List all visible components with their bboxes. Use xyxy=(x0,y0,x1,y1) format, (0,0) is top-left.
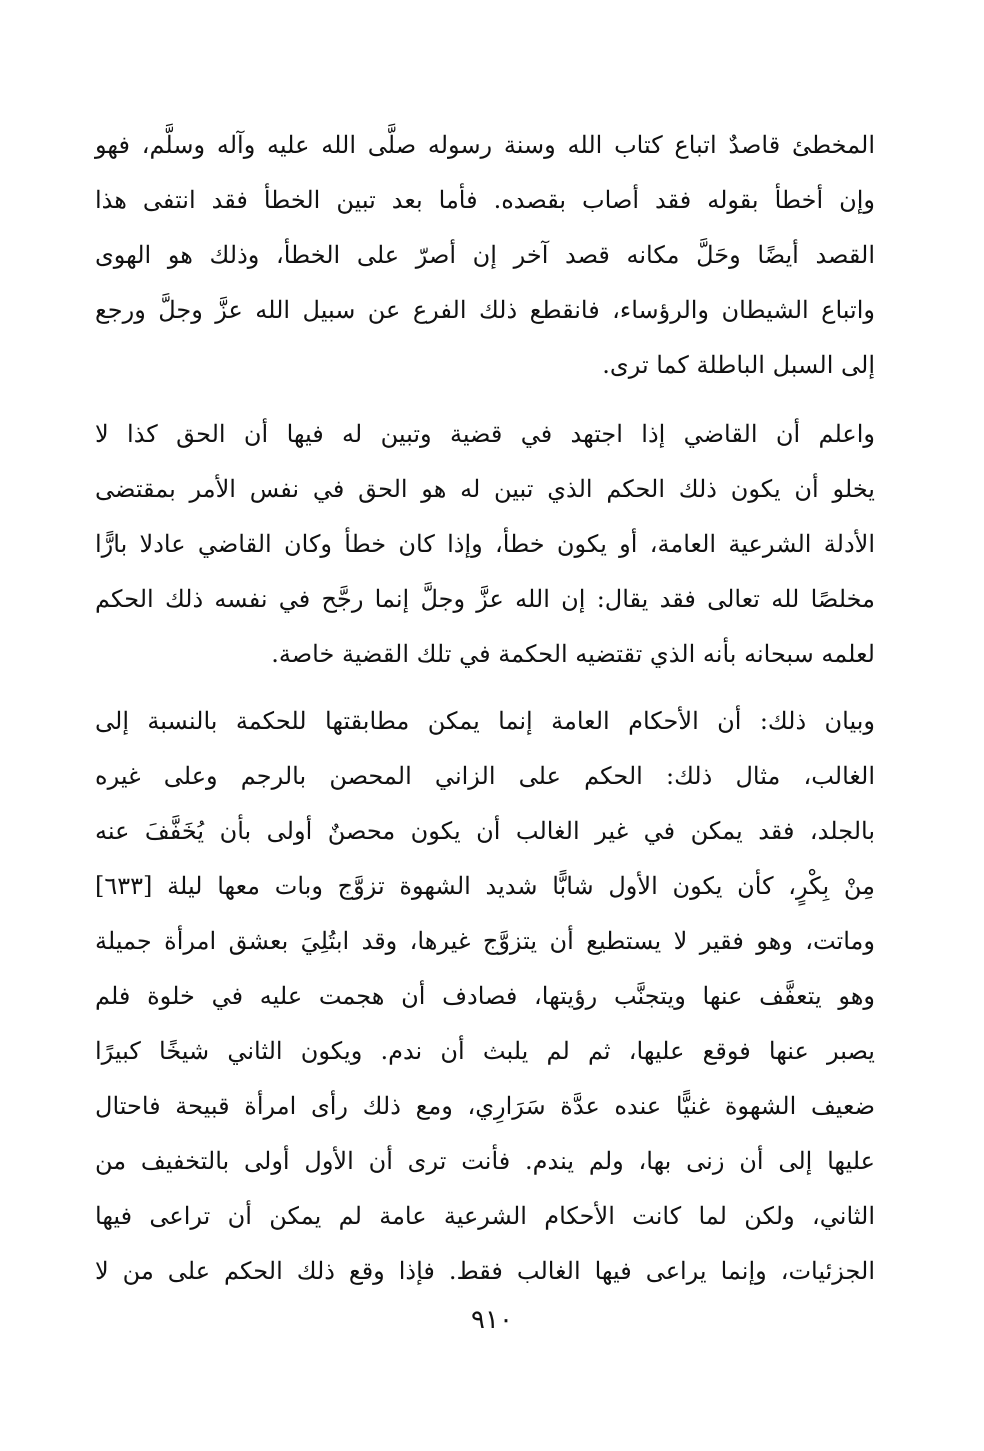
paragraph-1 xyxy=(95,118,875,393)
paragraph-2 xyxy=(95,407,875,682)
text-line: وإن أخطأ بقوله فقد أصاب بقصده. فأما بعد تبين الخطأ فقد انتفى هذا xyxy=(95,186,875,214)
text-line: مِنْ بِكْرٍ، كأن يكون الأول شابًّا شديد الشهوة تزوَّج وبات معها ليلة [٦٣٣] xyxy=(95,872,875,900)
text-line: القصد أيضًا وحَلَّ مكانه قصد آخر إن أصرّ على الخطأ، وذلك هو الهوى xyxy=(95,241,875,269)
text-line: يصبر عنها فوقع عليها، ثم لم يلبث أن ندم. ويكون الثاني شيخًا كبيرًا xyxy=(95,1037,875,1065)
text-line: المخطئ قاصدٌ اتباع كتاب الله وسنة رسوله صلَّى الله عليه وآله وسلَّم، فهو xyxy=(95,131,875,159)
text-line: إلى السبل الباطلة كما ترى. xyxy=(602,351,875,379)
text-line: الثاني، ولكن لما كانت الأحكام الشرعية عامة لم يمكن أن تراعى فيها xyxy=(95,1202,875,1230)
text-line: واعلم أن القاضي إذا اجتهد في قضية وتبين له فيها أن الحق كذا لا xyxy=(95,420,875,448)
page-number: ٩١٠ xyxy=(471,1305,513,1335)
text-line: مخلصًا لله تعالى فقد يقال: إن الله عزَّ وجلَّ إنما رجَّح في نفسه ذلك الحكم xyxy=(95,585,875,613)
text-line: الأدلة الشرعية العامة، أو يكون خطأ، وإذا كان خطأ وكان القاضي عادلا بارًّا xyxy=(95,530,875,558)
text-line: لعلمه سبحانه بأنه الذي تقتضيه الحكمة في تلك القضية خاصة. xyxy=(271,640,875,668)
paragraph-3 xyxy=(95,694,875,1299)
text-line: عليها إلى أن زنى بها، ولم يندم. فأنت ترى أن الأول أولى بالتخفيف من xyxy=(95,1147,875,1175)
text-line: وهو يتعفَّف عنها ويتجنَّب رؤيتها، فصادف أن هجمت عليه في خلوة فلم xyxy=(95,982,875,1010)
text-line: ضعيف الشهوة غنيًّا عنده عدَّة سَرَارِي، ومع ذلك رأى امرأة قبيحة فاحتال xyxy=(95,1092,875,1120)
text-line: الجزئيات، وإنما يراعى فيها الغالب فقط. فإذا وقع ذلك الحكم على من لا xyxy=(95,1257,875,1285)
text-line: وبيان ذلك: أن الأحكام العامة إنما يمكن مطابقتها للحكمة بالنسبة إلى xyxy=(95,707,875,735)
text-line: وماتت، وهو فقير لا يستطيع أن يتزوَّج غيرها، وقد ابتُلِيَ بعشق امرأة جميلة xyxy=(95,927,875,955)
text-line: الغالب، مثال ذلك: الحكم على الزاني المحصن بالرجم وعلى غيره xyxy=(95,762,875,790)
text-line: واتباع الشيطان والرؤساء، فانقطع ذلك الفرع عن سبيل الله عزَّ وجلَّ ورجع xyxy=(95,296,875,324)
text-line: بالجلد، فقد يمكن في غير الغالب أن يكون محصنٌ أولى بأن يُخَفَّفَ عنه xyxy=(95,817,875,845)
text-line: يخلو أن يكون ذلك الحكم الذي تبين له هو الحق في نفس الأمر بمقتضى xyxy=(95,475,875,503)
